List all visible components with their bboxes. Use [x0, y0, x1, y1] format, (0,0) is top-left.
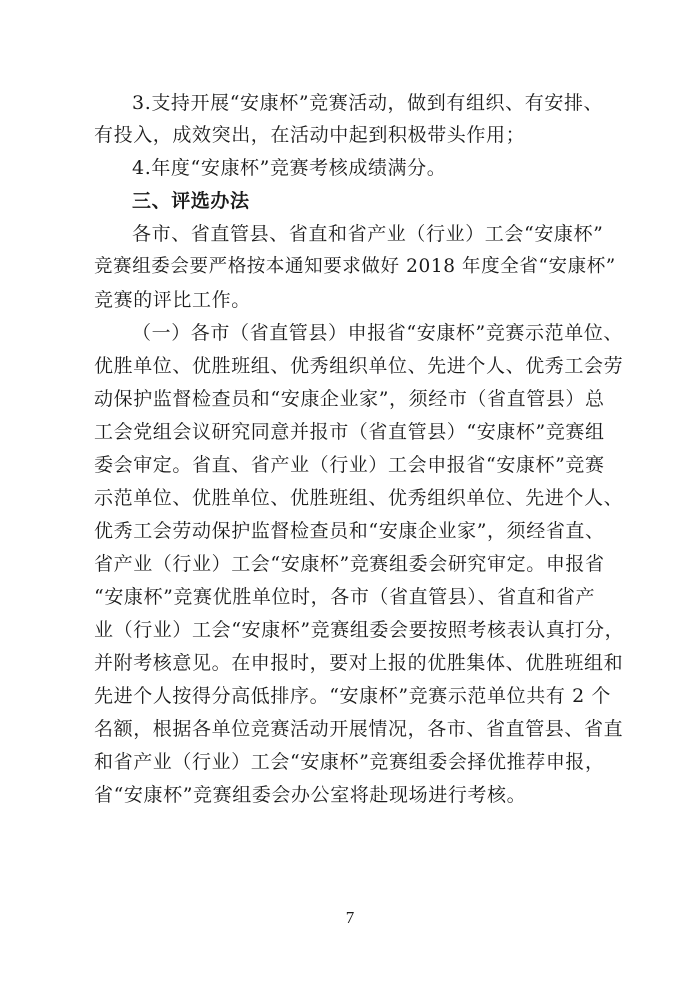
text-line: 优秀工会劳动保护监督检查员和“安康企业家”，须经省直、 — [94, 520, 605, 542]
text-line: 名额，根据各单位竞赛活动开展情况，各市、省直管县、省直 — [94, 718, 624, 740]
text-line: 优胜单位、优胜班组、优秀组织单位、先进个人、优秀工会劳 — [94, 355, 624, 377]
section-heading: 三、评选办法 — [132, 190, 250, 212]
text-line: 动保护监督检查员和“安康企业家”，须经市（省直管县）总 — [94, 388, 605, 410]
text-line: 省“安康杯”竞赛组委会办公室将赴现场进行考核。 — [94, 784, 527, 806]
text-line: 先进个人按得分高低排序。“安康杯”竞赛示范单位共有 2 个 — [94, 685, 611, 707]
text-line: （一）各市（省直管县）申报省“安康杯”竞赛示范单位、 — [132, 322, 624, 344]
text-line: 4.年度“安康杯”竞赛考核成绩满分。 — [132, 157, 447, 179]
text-line: 省产业（行业）工会“安康杯”竞赛组委会研究审定。申报省 — [94, 553, 605, 575]
text-line: 3.支持开展“安康杯”竞赛活动，做到有组织、有安排、 — [132, 92, 604, 114]
text-line: 并附考核意见。在申报时，要对上报的优胜集体、优胜班组和 — [94, 652, 624, 674]
text-line: 业（行业）工会“安康杯”竞赛组委会要按照考核表认真打分， — [94, 619, 625, 641]
text-line: 各市、省直管县、省直和省产业（行业）工会“安康杯” — [132, 223, 604, 245]
text-line: 和省产业（行业）工会“安康杯”竞赛组委会择优推荐申报， — [94, 751, 605, 773]
page-number: 7 — [345, 908, 355, 927]
text-line: “安康杯”竞赛优胜单位时，各市（省直管县）、省直和省产 — [94, 586, 596, 608]
text-line: 委会审定。省直、省产业（行业）工会申报省“安康杯”竞赛 — [94, 454, 605, 476]
text-line: 示范单位、优胜单位、优胜班组、优秀组织单位、先进个人、 — [94, 487, 624, 509]
text-line: 工会党组会议研究同意并报市（省直管县）“安康杯”竞赛组 — [94, 421, 605, 443]
text-line: 有投入，成效突出，在活动中起到积极带头作用； — [94, 124, 526, 146]
text-line: 竞赛组委会要严格按本通知要求做好 2018 年度全省“安康杯” — [94, 256, 616, 277]
text-line: 竞赛的评比工作。 — [94, 289, 251, 311]
